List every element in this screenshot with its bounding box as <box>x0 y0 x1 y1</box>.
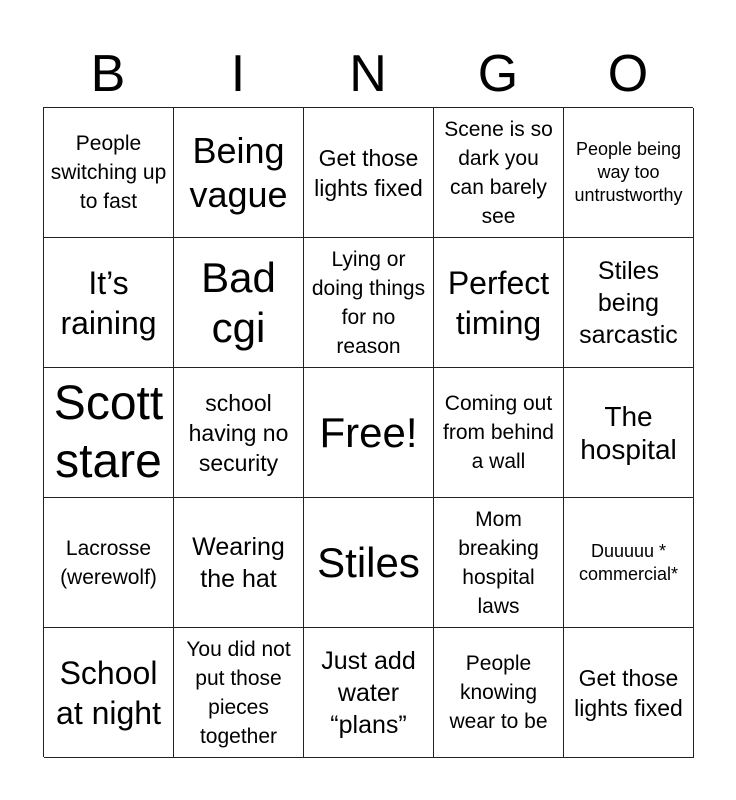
cell-text: Stiles being sarcastic <box>579 256 678 349</box>
cell-text: Duuuuu * commercial* <box>578 540 679 584</box>
bingo-header <box>43 40 693 108</box>
cell-text: You did not put those pieces together <box>186 637 291 748</box>
cell-text: People switching up to fast <box>50 132 167 213</box>
bingo-cell-r5c5[interactable] <box>564 628 694 758</box>
cell-text: It’s raining <box>60 264 157 341</box>
bingo-cell-r1c3[interactable] <box>304 108 434 238</box>
cell-text: Stiles <box>317 538 420 586</box>
cell-text: People being way too untrustworthy <box>574 139 683 205</box>
bingo-cell-r3c2[interactable] <box>174 368 304 498</box>
bingo-cell-r2c4[interactable] <box>434 238 564 368</box>
bingo-cell-r1c2[interactable] <box>174 108 304 238</box>
bingo-cell-r3c4[interactable] <box>434 368 564 498</box>
cell-text: Get those lights fixed <box>574 664 683 721</box>
bingo-cell-r2c1[interactable] <box>44 238 174 368</box>
header-letter-o: O <box>607 45 649 103</box>
cell-text: Bad cgi <box>201 253 276 351</box>
bingo-cell-r5c3[interactable] <box>304 628 434 758</box>
header-letter-n: N <box>349 45 387 103</box>
cell-text: Perfect timing <box>447 264 550 341</box>
bingo-board <box>43 107 693 757</box>
cell-text: People knowing wear to be <box>449 652 548 733</box>
bingo-cell-r4c1[interactable] <box>44 498 174 628</box>
cell-text: Wearing the hat <box>192 532 285 593</box>
cell-text: Being vague <box>189 129 288 215</box>
cell-text: Lying or doing things for no reason <box>311 247 426 358</box>
cell-text: The hospital <box>580 400 677 465</box>
cell-text: Get those lights fixed <box>314 144 423 201</box>
bingo-cell-r3c1[interactable] <box>44 368 174 498</box>
cell-text: School at night <box>56 654 161 731</box>
bingo-cell-r2c2[interactable] <box>174 238 304 368</box>
bingo-cell-r1c1[interactable] <box>44 108 174 238</box>
header-letter-b: B <box>90 45 126 103</box>
bingo-cell-r5c4[interactable] <box>434 628 564 758</box>
header-letter-g: G <box>477 45 519 103</box>
bingo-cell-r4c3[interactable] <box>304 498 434 628</box>
bingo-cell-r1c4[interactable] <box>434 108 564 238</box>
header-letter-i: I <box>230 45 246 103</box>
bingo-cell-r2c3[interactable] <box>304 238 434 368</box>
cell-text: Scene is so dark you can barely see <box>444 117 553 228</box>
free-space-text: Free! <box>319 408 418 456</box>
cell-text: Coming out from behind a wall <box>443 392 554 473</box>
bingo-cell-r4c4[interactable] <box>434 498 564 628</box>
bingo-cell-r3c5[interactable] <box>564 368 694 498</box>
bingo-cell-r4c5[interactable] <box>564 498 694 628</box>
cell-text: school having no security <box>188 389 289 476</box>
bingo-cell-r4c2[interactable] <box>174 498 304 628</box>
cell-text: Just add water “plans” <box>321 646 416 739</box>
cell-text: Mom breaking hospital laws <box>458 507 539 618</box>
bingo-cell-free[interactable] <box>304 368 434 498</box>
bingo-cell-r5c1[interactable] <box>44 628 174 758</box>
bingo-cell-r2c5[interactable] <box>564 238 694 368</box>
cell-text: Scott stare <box>53 376 164 488</box>
bingo-cell-r1c5[interactable] <box>564 108 694 238</box>
cell-text: Lacrosse (werewolf) <box>60 536 157 589</box>
bingo-cell-r5c2[interactable] <box>174 628 304 758</box>
